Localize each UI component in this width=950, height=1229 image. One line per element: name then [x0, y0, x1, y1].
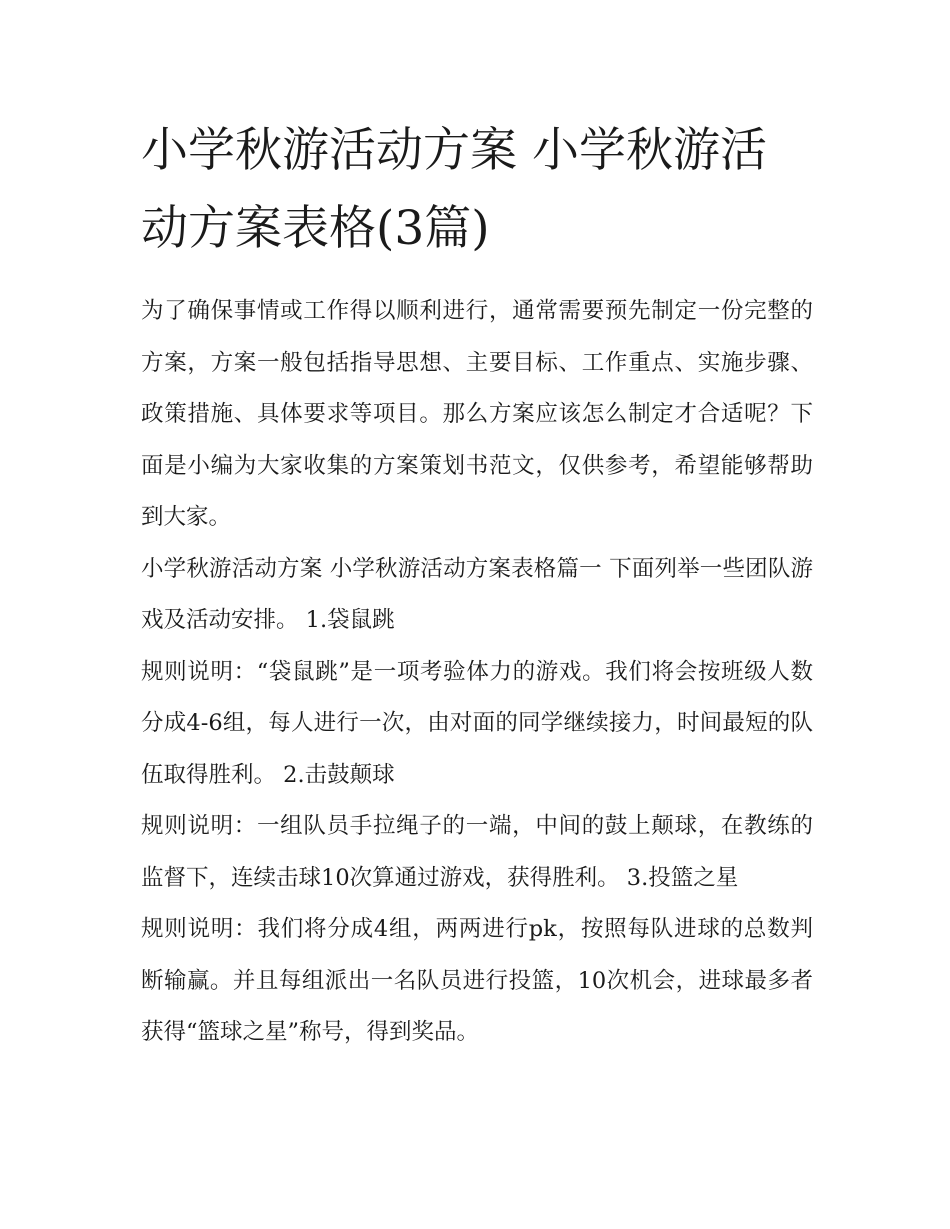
rule-kangaroo-jump: 规则说明：“袋鼠跳”是一项考验体力的游戏。我们将会按班级人数分成4-6组，每人进行一次，由对面的同学继续接力，时间最短的队伍取得胜利。 2.击鼓颠球 [141, 658, 813, 788]
document-title: 小学秋游活动方案 小学秋游活动方案表格(3篇) [141, 123, 767, 256]
intro-paragraph: 为了确保事情或工作得以顺利进行，通常需要预先制定一份完整的方案，方案一般包括指导思想、主要目标、工作重点、实施步骤、政策措施、具体要求等项目。那么方案应该怎么制定才合适呢？下面是小编为大家收集的方案策划书范文，仅供参考，希望能够帮助到大家。 [141, 298, 813, 530]
section-one-intro: 小学秋游活动方案 小学秋游活动方案表格篇一 下面列举一些团队游戏及活动安排。 1.袋鼠跳 [141, 555, 813, 633]
rule-basketball-star: 规则说明：我们将分成4组，两两进行pk，按照每队进球的总数判断输赢。并且每组派出一名队员进行投篮，10次机会，进球最多者获得“篮球之星”称号，得到奖品。 [141, 916, 813, 1045]
rule-drum-ball: 规则说明：一组队员手拉绳子的一端，中间的鼓上颠球，在教练的监督下，连续击球10次算通过游戏，获得胜利。 3.投篮之星 [141, 813, 813, 891]
document-page [141, 112, 813, 1059]
